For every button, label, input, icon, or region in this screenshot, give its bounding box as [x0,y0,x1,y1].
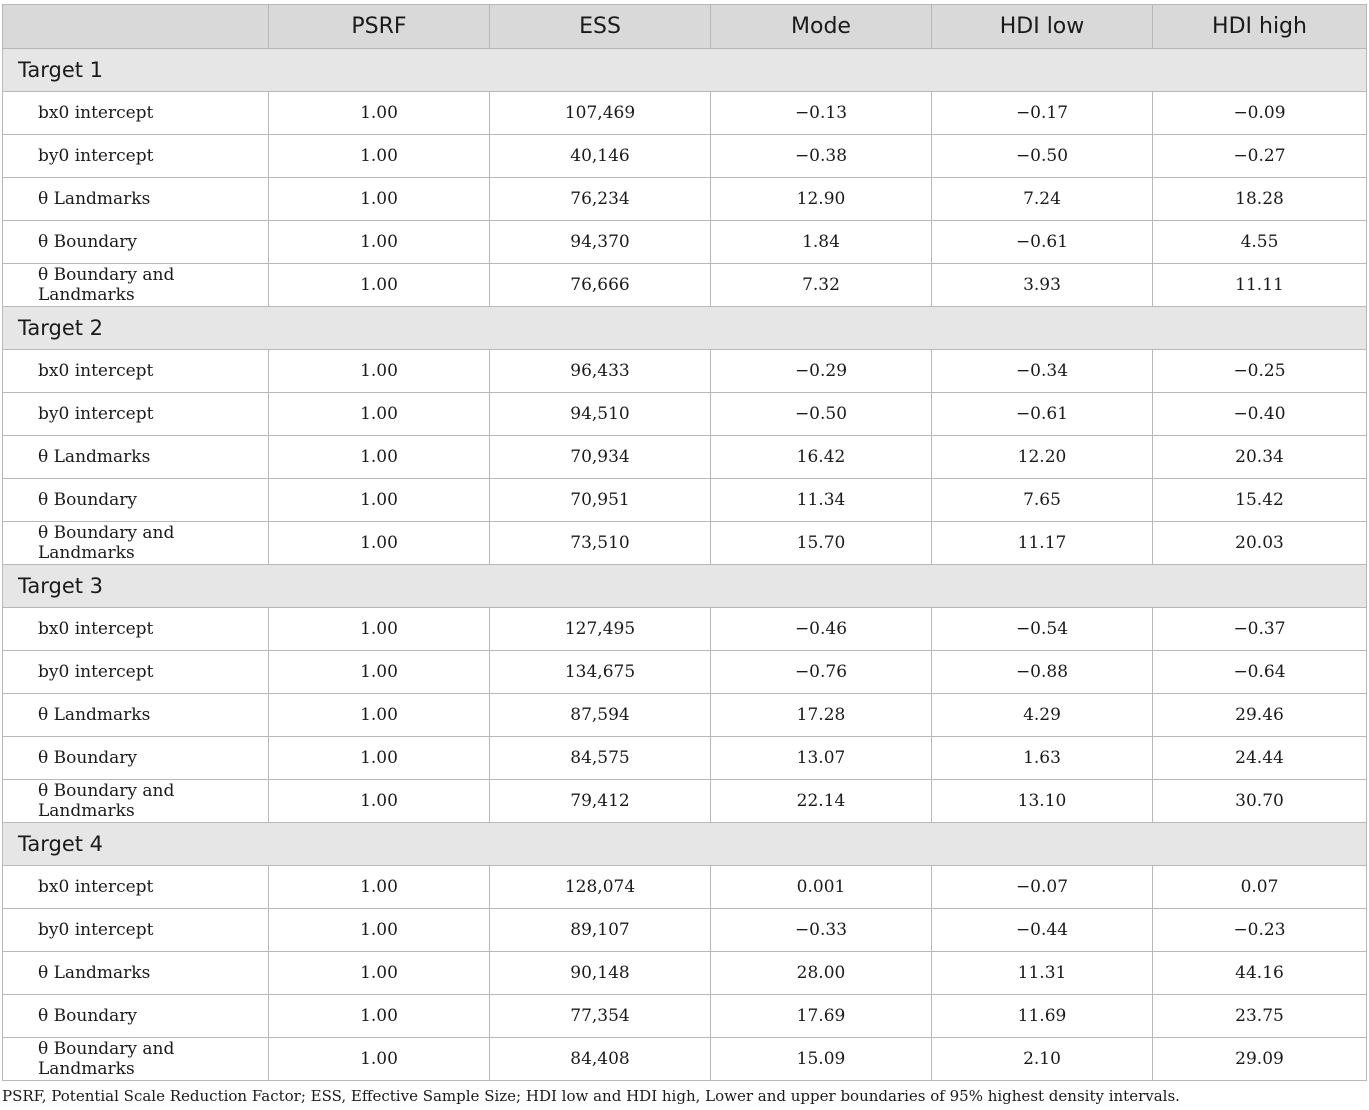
results-table-container [2,4,1366,1081]
group-header-row [3,565,1367,608]
ess-cell: 134,675 [490,651,711,694]
psrf-cell: 1.00 [269,909,490,952]
ess-cell: 84,408 [490,1038,711,1081]
table-body [3,49,1367,1081]
hdi-low-cell: 12.20 [932,436,1153,479]
mode-cell: 28.00 [711,952,932,995]
hdi-low-cell: −0.88 [932,651,1153,694]
table-row [3,436,1367,479]
results-table [2,4,1367,1081]
hdi-high-cell: 20.03 [1153,522,1367,565]
row-label: by0 intercept [3,135,269,178]
ess-cell: 40,146 [490,135,711,178]
psrf-cell: 1.00 [269,479,490,522]
hdi-low-cell: 11.69 [932,995,1153,1038]
mode-cell: 12.90 [711,178,932,221]
mode-cell: 17.69 [711,995,932,1038]
ess-cell: 128,074 [490,866,711,909]
mode-cell: 16.42 [711,436,932,479]
row-label: θ Boundary [3,737,269,780]
table-row [3,1038,1367,1081]
hdi-low-cell: 11.31 [932,952,1153,995]
ess-cell: 87,594 [490,694,711,737]
hdi-high-cell: −0.64 [1153,651,1367,694]
row-label: θ Boundary [3,221,269,264]
mode-cell: 13.07 [711,737,932,780]
hdi-high-cell: −0.25 [1153,350,1367,393]
hdi-low-cell: 3.93 [932,264,1153,307]
mode-cell: 1.84 [711,221,932,264]
header-cell-hdi-low: HDI low [932,5,1153,49]
ess-cell: 90,148 [490,952,711,995]
ess-cell: 70,951 [490,479,711,522]
header-row [3,5,1367,49]
table-row [3,350,1367,393]
table-footnote: PSRF, Potential Scale Reduction Factor; ESS, Effective Sample Size; HDI low and HDI high, Lower and upper boundaries of 95% highest density intervals. [2,1087,1180,1105]
hdi-low-cell: −0.54 [932,608,1153,651]
hdi-high-cell: 29.46 [1153,694,1367,737]
hdi-low-cell: −0.17 [932,92,1153,135]
row-label: by0 intercept [3,909,269,952]
row-label: by0 intercept [3,393,269,436]
hdi-high-cell: 11.11 [1153,264,1367,307]
table-row [3,178,1367,221]
ess-cell: 76,234 [490,178,711,221]
table-row [3,393,1367,436]
group-title: Target 1 [3,49,1367,92]
psrf-cell: 1.00 [269,952,490,995]
psrf-cell: 1.00 [269,436,490,479]
hdi-low-cell: −0.61 [932,393,1153,436]
row-label: θ Boundary [3,995,269,1038]
ess-cell: 107,469 [490,92,711,135]
ess-cell: 77,354 [490,995,711,1038]
group-header-row [3,823,1367,866]
hdi-high-cell: 23.75 [1153,995,1367,1038]
ess-cell: 73,510 [490,522,711,565]
psrf-cell: 1.00 [269,350,490,393]
mode-cell: −0.50 [711,393,932,436]
table-row [3,522,1367,565]
row-label: θ Landmarks [3,178,269,221]
table-row [3,651,1367,694]
psrf-cell: 1.00 [269,1038,490,1081]
psrf-cell: 1.00 [269,995,490,1038]
header-cell-label [3,5,269,49]
mode-cell: 7.32 [711,264,932,307]
group-header-row [3,49,1367,92]
mode-cell: −0.13 [711,92,932,135]
psrf-cell: 1.00 [269,522,490,565]
table-row [3,221,1367,264]
group-header-row [3,307,1367,350]
mode-cell: −0.29 [711,350,932,393]
mode-cell: 11.34 [711,479,932,522]
psrf-cell: 1.00 [269,651,490,694]
psrf-cell: 1.00 [269,221,490,264]
mode-cell: 0.001 [711,866,932,909]
mode-cell: 15.09 [711,1038,932,1081]
row-label: bx0 intercept [3,92,269,135]
row-label: by0 intercept [3,651,269,694]
hdi-high-cell: −0.23 [1153,909,1367,952]
group-title: Target 3 [3,565,1367,608]
row-label: θ Landmarks [3,952,269,995]
header-cell-ess: ESS [490,5,711,49]
ess-cell: 84,575 [490,737,711,780]
mode-cell: −0.46 [711,608,932,651]
row-label: θ Boundary [3,479,269,522]
hdi-high-cell: 30.70 [1153,780,1367,823]
row-label: θ Boundary and Landmarks [3,1038,269,1081]
header-cell-hdi-high: HDI high [1153,5,1367,49]
psrf-cell: 1.00 [269,264,490,307]
psrf-cell: 1.00 [269,866,490,909]
hdi-high-cell: 0.07 [1153,866,1367,909]
hdi-high-cell: 15.42 [1153,479,1367,522]
hdi-low-cell: 2.10 [932,1038,1153,1081]
header-cell-psrf: PSRF [269,5,490,49]
hdi-low-cell: −0.44 [932,909,1153,952]
hdi-high-cell: 20.34 [1153,436,1367,479]
psrf-cell: 1.00 [269,608,490,651]
mode-cell: −0.76 [711,651,932,694]
table-header [3,5,1367,49]
hdi-low-cell: 7.65 [932,479,1153,522]
table-row [3,92,1367,135]
hdi-high-cell: 4.55 [1153,221,1367,264]
hdi-high-cell: 24.44 [1153,737,1367,780]
psrf-cell: 1.00 [269,135,490,178]
hdi-low-cell: −0.61 [932,221,1153,264]
table-row [3,135,1367,178]
row-label: θ Boundary and Landmarks [3,780,269,823]
table-row [3,952,1367,995]
ess-cell: 89,107 [490,909,711,952]
table-row [3,737,1367,780]
ess-cell: 94,510 [490,393,711,436]
hdi-low-cell: −0.07 [932,866,1153,909]
hdi-low-cell: 11.17 [932,522,1153,565]
group-title: Target 4 [3,823,1367,866]
table-row [3,866,1367,909]
hdi-high-cell: −0.37 [1153,608,1367,651]
group-title: Target 2 [3,307,1367,350]
header-cell-mode: Mode [711,5,932,49]
ess-cell: 70,934 [490,436,711,479]
table-row [3,909,1367,952]
mode-cell: 15.70 [711,522,932,565]
table-row [3,780,1367,823]
ess-cell: 79,412 [490,780,711,823]
row-label: θ Landmarks [3,694,269,737]
table-row [3,264,1367,307]
ess-cell: 94,370 [490,221,711,264]
hdi-low-cell: 1.63 [932,737,1153,780]
hdi-high-cell: 29.09 [1153,1038,1367,1081]
row-label: θ Boundary and Landmarks [3,522,269,565]
ess-cell: 76,666 [490,264,711,307]
row-label: θ Landmarks [3,436,269,479]
psrf-cell: 1.00 [269,780,490,823]
ess-cell: 127,495 [490,608,711,651]
hdi-low-cell: 7.24 [932,178,1153,221]
table-row [3,479,1367,522]
mode-cell: −0.38 [711,135,932,178]
row-label: bx0 intercept [3,866,269,909]
mode-cell: 17.28 [711,694,932,737]
mode-cell: 22.14 [711,780,932,823]
hdi-high-cell: −0.27 [1153,135,1367,178]
hdi-low-cell: −0.50 [932,135,1153,178]
hdi-low-cell: 13.10 [932,780,1153,823]
hdi-high-cell: −0.09 [1153,92,1367,135]
psrf-cell: 1.00 [269,92,490,135]
psrf-cell: 1.00 [269,178,490,221]
table-row [3,995,1367,1038]
table-row [3,694,1367,737]
hdi-low-cell: 4.29 [932,694,1153,737]
table-row [3,608,1367,651]
psrf-cell: 1.00 [269,694,490,737]
psrf-cell: 1.00 [269,393,490,436]
ess-cell: 96,433 [490,350,711,393]
hdi-high-cell: 44.16 [1153,952,1367,995]
psrf-cell: 1.00 [269,737,490,780]
row-label: bx0 intercept [3,608,269,651]
hdi-high-cell: 18.28 [1153,178,1367,221]
mode-cell: −0.33 [711,909,932,952]
row-label: θ Boundary and Landmarks [3,264,269,307]
hdi-low-cell: −0.34 [932,350,1153,393]
row-label: bx0 intercept [3,350,269,393]
hdi-high-cell: −0.40 [1153,393,1367,436]
